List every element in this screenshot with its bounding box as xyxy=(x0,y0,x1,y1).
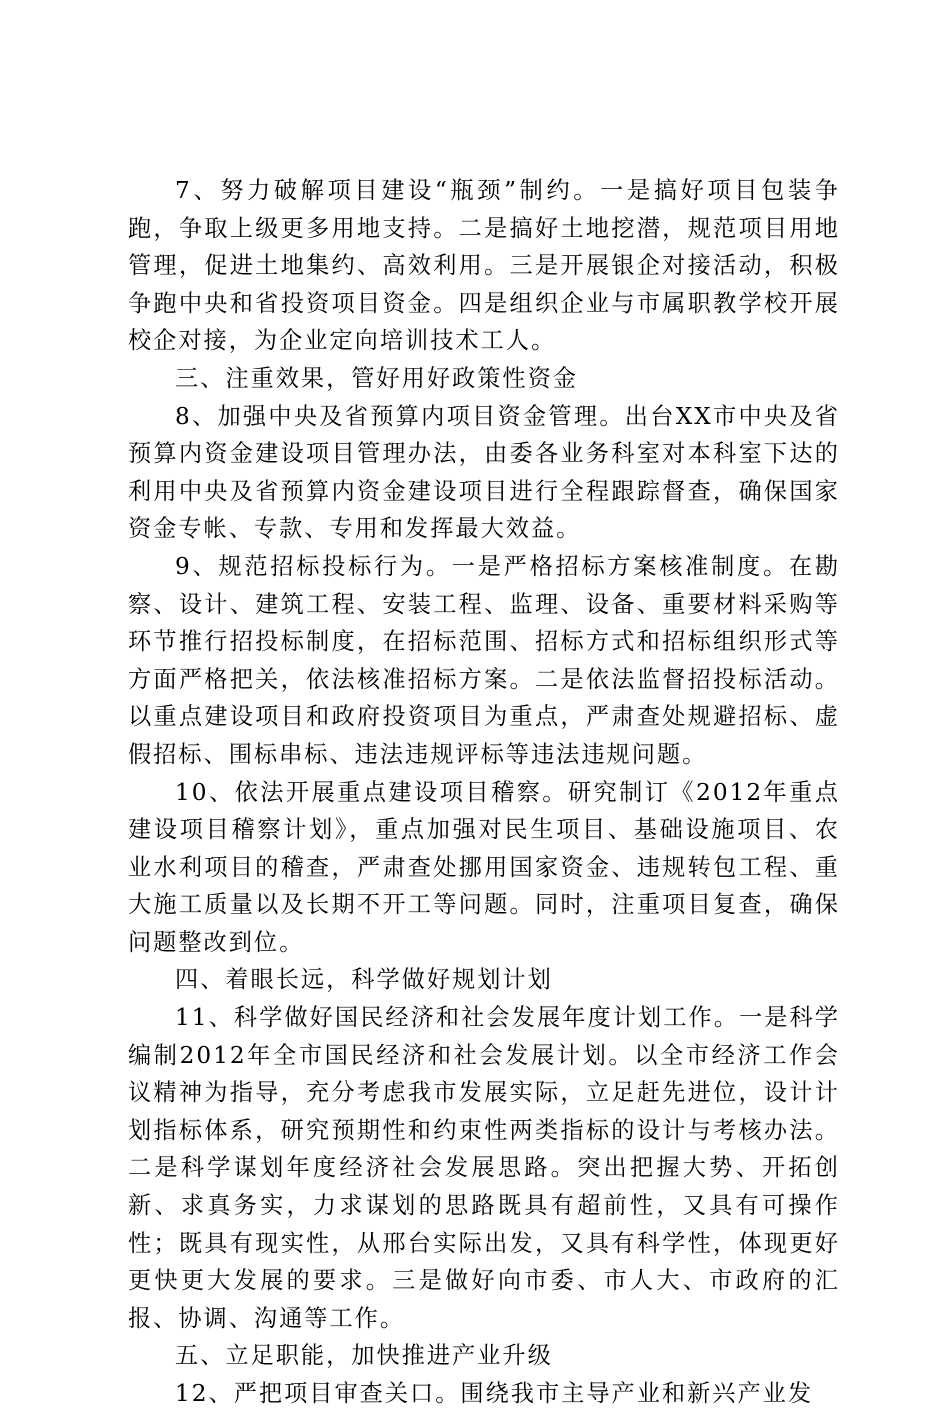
paragraph-item-7: 7、努力破解项目建设“瓶颈”制约。一是搞好项目包装争跑，争取上级更多用地支持。二是搞好土地挖潜，规范项目用地管理，促进土地集约、高效利用。三是开展银企对接活动，积极争跑中央和省投资项目资金。四是组织企业与市属职教学校开展校企对接，为企业定向培训技术工人。 xyxy=(128,177,840,355)
paragraph-item-9: 9、规范招标投标行为。一是严格招标方案核准制度。在勘察、设计、建筑工程、安装工程、监理、设备、重要材料采购等环节推行招投标制度，在招标范围、招标方式和招标组织形式等方面严格把关，依法核准招标方案。二是依法监督招投标活动。以重点建设项目和政府投资项目为重点，严肃查处规避招标、虚假招标、围标串标、违法违规评标等违法违规问题。 xyxy=(128,552,840,768)
section-heading-3: 三、注重效果，管好用好政策性资金 xyxy=(175,364,578,392)
paragraph-item-8: 8、加强中央及省预算内项目资金管理。出台XX市中央及省预算内资金建设项目管理办法，由委各业务科室对本科室下达的利用中央及省预算内资金建设项目进行全程跟踪督查，确保国家资金专帐、专款、专用和发挥最大效益。 xyxy=(128,402,840,543)
paragraph-item-11: 11、科学做好国民经济和社会发展年度计划工作。一是科学编制2012年全市国民经济和社会发展计划。以全市经济工作会议精神为指导，充分考虑我市发展实际，立足赶先进位，设计计划指标体系，研究预期性和约束性两类指标的设计与考核办法。二是科学谋划年度经济社会发展思路。突出把握大势、开拓创新、求真务实，力求谋划的思路既具有超前性，又具有可操作性；既具有现实性，从邢台实际出发，又具有科学性，体现更好更快更大发展的要求。三是做好向市委、市人大、市政府的汇报、协调、沟通等工作。 xyxy=(128,1004,840,1332)
paragraph-item-10: 10、依法开展重点建设项目稽察。研究制订《2012年重点建设项目稽察计划》，重点加强对民生项目、基础设施项目、农业水利项目的稽查，严肃查处挪用国家资金、违规转包工程、重大施工质量以及长期不开工等问题。同时，注重项目复查，确保问题整改到位。 xyxy=(128,778,840,956)
section-heading-4: 四、着眼长远，科学做好规划计划 xyxy=(175,966,553,994)
section-heading-5: 五、立足职能，加快推进产业升级 xyxy=(175,1342,553,1370)
document-body xyxy=(128,172,840,1413)
paragraph-item-12: 12、严把项目审查关口。围绕我市主导产业和新兴产业发 xyxy=(175,1380,814,1407)
